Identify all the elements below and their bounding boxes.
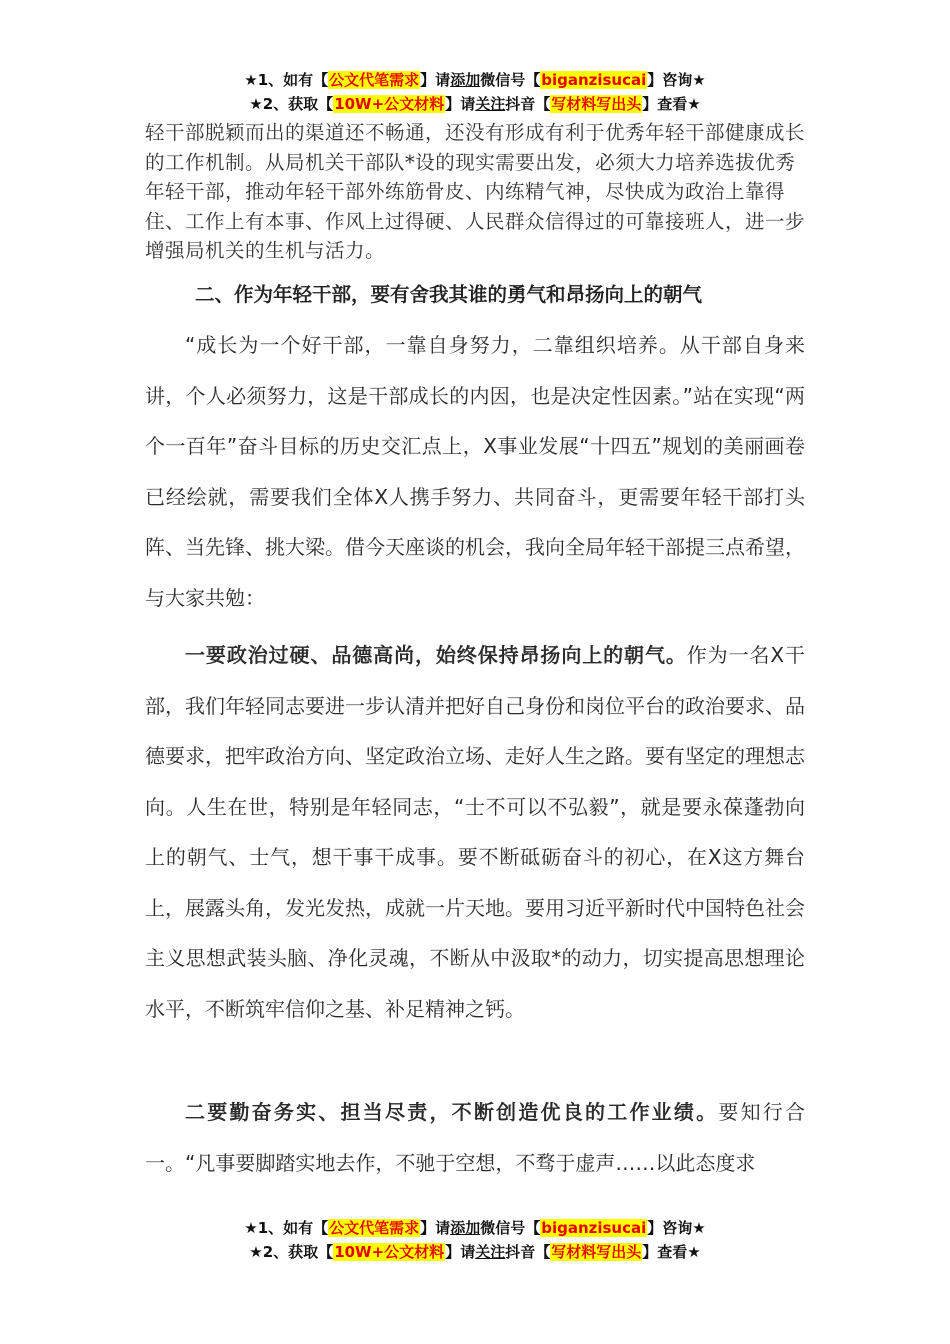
point-1-body: 作为一名X干部，我们年轻同志要进一步认清并把好自己身份和岗位平台的政治要求、品德要求，把牢政治方向、坚定政治立场、走好人生之路。要有坚定的理想志向。人生在世，特别是年轻同志，“士不可以不弘毅”，就是要永葆蓬勃向上的朝气、士气，想干事干成事。要不断砥砺奋斗的初心，在X这方舞台上，展露头角，发光发热，成就一片天地。要用习近平新时代中国特色社会主义思想武装头脑、净化灵魂，不断从中汲取*的动力，切实提高思想理论水平，不断筑牢信仰之基、补足精神之钙。 [145,643,806,1021]
banner-text: 】请 [420,71,451,89]
banner-line-1 [0,68,950,92]
banner-underline: 关注 [475,95,506,113]
banner-text: 微信号【 [480,1219,541,1237]
banner-line-2 [0,92,950,116]
paragraph-point-2 [145,1087,805,1188]
banner-text: ★2、获取【 [249,1243,334,1261]
paragraph-quote: “成长为一个好干部，一靠自身努力，二靠组织培养。从干部自身来讲，个人必须努力，这是干部成长的内因，也是决定性因素。”站在实现“两个一百年”奋斗目标的历史交汇点上，X事业发展“十四五”规划的美丽画卷已经绘就，需要我们全体X人携手努力、共同奋斗，更需要年轻干部打头阵、当先锋、挑大梁。借今天座谈的机会，我向全局年轻干部提三点希望，与大家共勉： [145,333,805,610]
banner-highlight: 公文代笔需求 [329,71,420,89]
banner-highlight: 公文代笔需求 [329,1219,420,1237]
banner-text: 】咨询★ [647,1219,706,1237]
header-banner [0,68,950,116]
banner-text: ★1、如有【 [244,71,329,89]
banner-text: 】咨询★ [647,71,706,89]
banner-text: 】请 [445,95,476,113]
banner-text: 微信号【 [480,71,541,89]
banner-highlight: 10W+公文材料 [334,1243,445,1261]
point-2-body: 要知行合一。“凡事要脚踏实地去作，不驰于空想，不骛于虚声……以此态度求 [145,1100,806,1175]
banner-text: 】查看★ [642,1243,701,1261]
banner-highlight: biganzisucai [541,1219,647,1237]
banner-line-1 [0,1216,950,1240]
paragraph-point-1 [145,630,805,1034]
banner-text: 抖音【 [505,95,551,113]
banner-text: ★1、如有【 [244,1219,329,1237]
banner-highlight: 10W+公文材料 [334,95,445,113]
point-2-lead: 二要勤奋务实、担当尽责，不断创造优良的工作业绩。 [185,1100,719,1124]
footer-banner [0,1216,950,1264]
banner-text: 】请 [445,1243,476,1261]
banner-underline: 添加 [450,71,481,89]
banner-text: 】查看★ [642,95,701,113]
banner-underline: 关注 [475,1243,506,1261]
banner-highlight: 写材料写出头 [551,1243,642,1261]
banner-text: 抖音【 [505,1243,551,1261]
paragraph-intro: 轻干部脱颖而出的渠道还不畅通，还没有形成有利于优秀年轻干部健康成长的工作机制。从局机关干部队*设的现实需要出发，必须大力培养选拔优秀年轻干部，推动年轻干部外练筋骨皮、内练精气神，尽快成为政治上靠得住、工作上有本事、作风上过得硬、人民群众信得过的可靠接班人，进一步增强局机关的生机与活力。 [145,121,806,262]
section-heading-2: 二、作为年轻干部，要有舍我其谁的勇气和昂扬向上的朝气 [195,283,703,306]
banner-underline: 添加 [450,1219,481,1237]
point-1-lead: 一要政治过硬、品德高尚，始终保持昂扬向上的朝气。 [185,643,687,667]
banner-line-2 [0,1240,950,1264]
banner-text: 】请 [420,1219,451,1237]
banner-text: ★2、获取【 [249,95,334,113]
banner-highlight: biganzisucai [541,71,647,89]
banner-highlight: 写材料写出头 [551,95,642,113]
